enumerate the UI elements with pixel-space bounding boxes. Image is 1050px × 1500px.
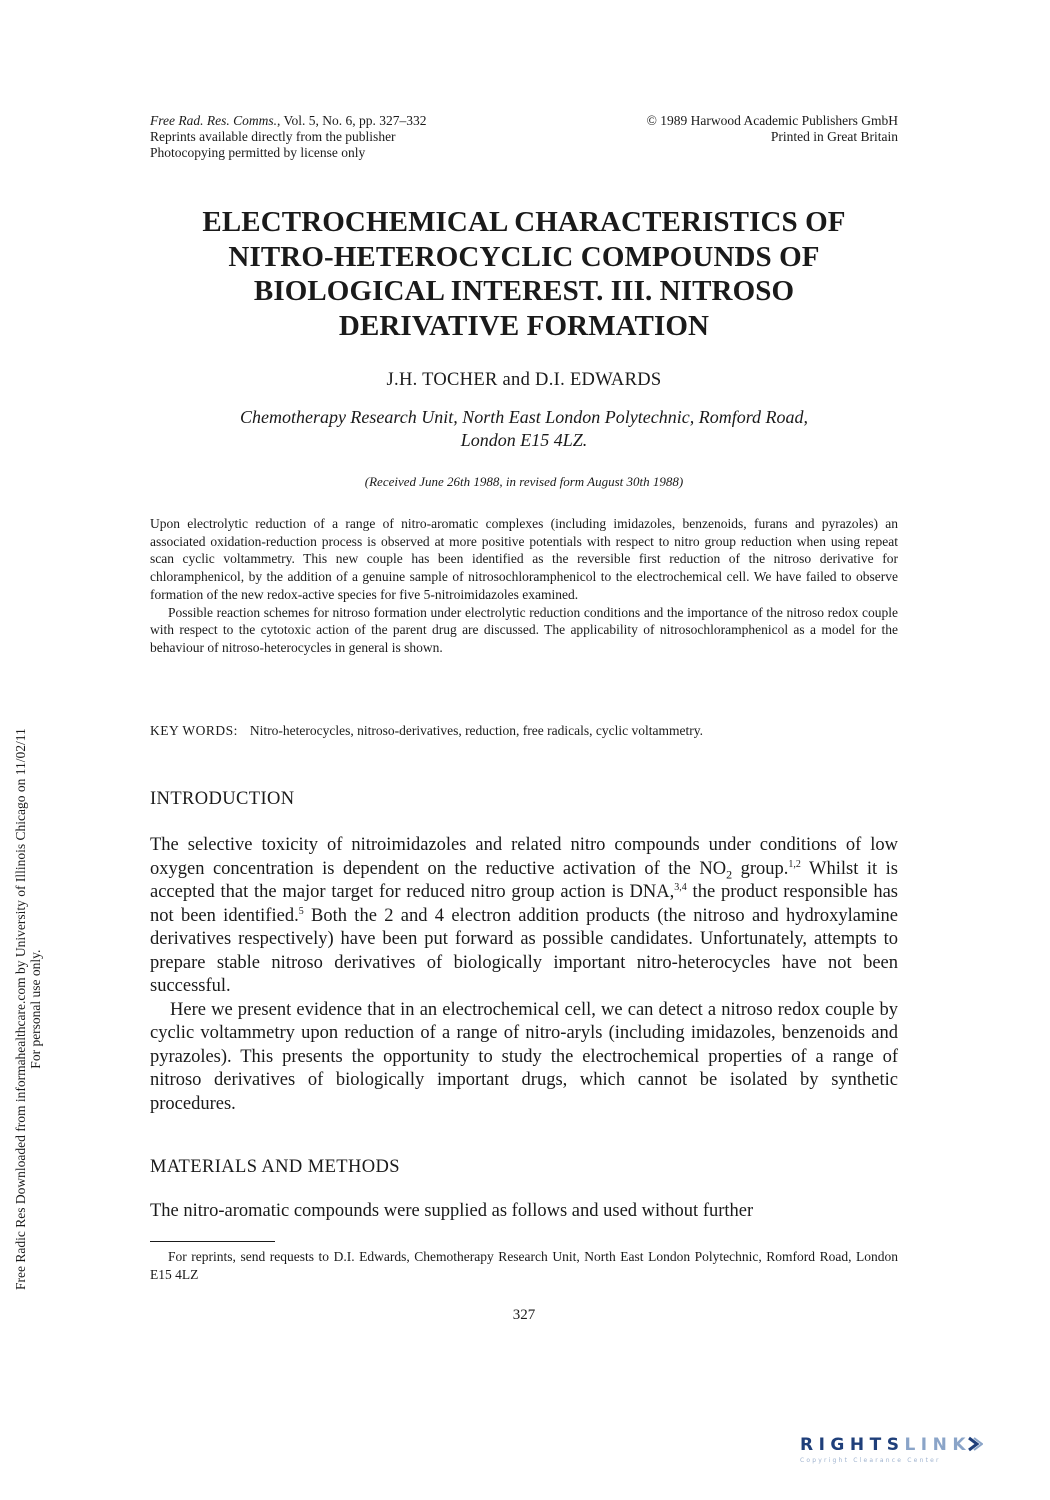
footnote-rule — [150, 1241, 275, 1242]
download-stamp-line: For personal use only. — [28, 949, 43, 1069]
received-dates: (Received June 26th 1988, in revised form August 30th 1988) — [364, 474, 684, 489]
chevron-icon — [967, 1436, 983, 1452]
reprints-note: Reprints available directly from the publisher — [150, 129, 396, 144]
title-line: ELECTROCHEMICAL CHARACTERISTICS OF — [202, 206, 846, 238]
download-stamp — [13, 728, 43, 1290]
download-stamp-line: Free Radic Res Downloaded from informahealthcare.com by University of Illinois Chicago on 11/02/11 — [13, 728, 28, 1290]
keywords-label: KEY WORDS: — [150, 723, 238, 738]
rightslink-logo[interactable] — [800, 1435, 1032, 1471]
copyright-line: © 1989 Harwood Academic Publishers GmbH — [646, 113, 898, 128]
text-run: The selective toxicity of nitroimidazoles and related nitro compounds under conditions of low oxygen concentration is dependent on the reductive activation of the NO — [150, 835, 898, 879]
introduction-body — [150, 834, 898, 1116]
body-paragraph: Here we present evidence that in an electrochemical cell, we can detect a nitroso redox couple by cyclic voltammetry upon reduction of a range of nitro-aryls (including imidazoles, benzenoids and pyrazoles). This presents the opportunity to study the electrochemical properties of a range of nitroso derivatives of biologically important drugs, which cannot be isolated by synthetic procedures. — [150, 999, 898, 1114]
journal-citation — [150, 113, 490, 129]
keywords — [150, 723, 898, 739]
running-header-left — [150, 113, 490, 161]
text-run: Whilst it is accepted that the major target for reduced nitro group action is DNA, — [150, 858, 898, 902]
logo-part: RIGHTS — [800, 1435, 905, 1455]
page-number: 327 — [512, 1307, 536, 1323]
keywords-list: Nitro-heterocycles, nitroso-derivatives, reduction, free radicals, cyclic voltammetry. — [249, 723, 703, 738]
section-heading-methods: MATERIALS AND METHODS — [150, 1157, 400, 1177]
subscript: 2 — [726, 867, 733, 882]
affiliation — [150, 406, 898, 452]
logo-part: LINK — [904, 1435, 971, 1455]
journal-name: Free Rad. Res. Comms. — [150, 113, 277, 128]
affiliation-line: London E15 4LZ. — [460, 430, 588, 450]
text-run: Both the 2 and 4 electron addition products (the nitroso and hydroxylamine derivatives respectively) have been put forward as possible candidates. Unfortunately, attempts to prepare stable nitroso derivatives of biologically important nitro-heterocycles have not been successful. — [150, 905, 898, 996]
title-line: DERIVATIVE FORMATION — [338, 309, 710, 342]
methods-body: The nitro-aromatic compounds were supplied as follows and used without further — [150, 1201, 754, 1221]
abstract-paragraph: Possible reaction schemes for nitroso formation under electrolytic reduction conditions and the importance of the nitroso redox couple with respect to the cytotoxic action of the parent drug are discussed. The applicability of nitrosochloramphenicol as a model for the behaviour of nitroso-heterocycles in general is shown. — [150, 604, 898, 655]
citation-ref[interactable]: 5 — [298, 905, 304, 917]
title-line: NITRO-HETEROCYCLIC COMPOUNDS OF — [228, 240, 820, 273]
abstract-paragraph: Upon electrolytic reduction of a range of nitro-aromatic complexes (including imidazoles, benzenoids, furans and pyrazoles) an associated oxidation-reduction process is observed at more positive potentials with respect to nitro group reduction when using repeat scan cyclic voltammetry. This new couple has been identified as the reversible first reduction of the nitroso derivative for chloramphenicol, by the addition of a genuine sample of nitrosochloramphenicol to the electrochemical cell. We have failed to observe formation of the new redox-active species for five 5-nitroimidazoles examined. — [150, 516, 898, 602]
photocopying-note: Photocopying permitted by license only — [150, 145, 366, 160]
body-paragraph — [150, 834, 898, 999]
abstract — [150, 515, 898, 657]
article-title — [150, 205, 898, 343]
section-heading-introduction: INTRODUCTION — [150, 789, 295, 809]
running-header-right — [580, 113, 898, 145]
text-run: the product responsible has not been identified. — [150, 882, 898, 926]
text-run: group. — [732, 858, 789, 879]
title-line: BIOLOGICAL INTEREST. III. NITROSO — [253, 275, 795, 307]
citation-ref[interactable]: 1,2 — [788, 858, 801, 870]
affiliation-line: Chemotherapy Research Unit, North East London Polytechnic, Romford Road, — [239, 407, 809, 427]
rightslink-tagline: Copyright Clearance Center — [800, 1457, 941, 1464]
citation-ref[interactable]: 3,4 — [674, 881, 687, 893]
volume-pages: , Vol. 5, No. 6, pp. 327–332 — [276, 113, 427, 128]
rightslink-wordmark — [800, 1435, 1032, 1455]
authors: J.H. TOCHER and D.I. EDWARDS — [386, 370, 662, 390]
printed-line: Printed in Great Britain — [770, 129, 898, 144]
footnote: For reprints, send requests to D.I. Edwards, Chemotherapy Research Unit, North East London Polytechnic, Romford Road, London E15 4LZ — [150, 1249, 898, 1282]
